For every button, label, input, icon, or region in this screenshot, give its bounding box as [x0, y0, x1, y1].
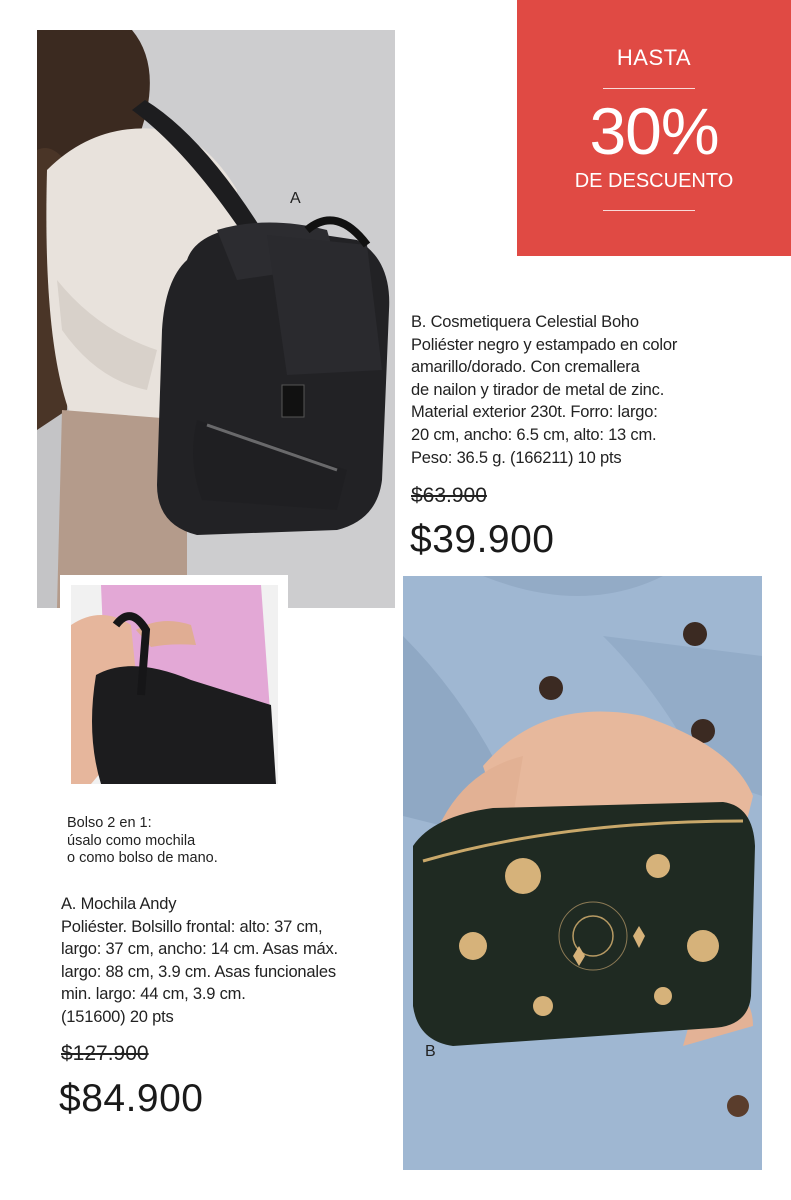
- handbag-inset-photo: [60, 575, 288, 791]
- discount-badge: [517, 0, 791, 256]
- product-a-description: [61, 893, 338, 1029]
- discount-badge-top: HASTA: [616, 45, 692, 70]
- product-a-line: largo: 88 cm, 3.9 cm. Asas funcionales: [61, 962, 336, 981]
- caption-line: úsalo como mochila: [67, 832, 196, 849]
- product-a-old-price: $127.900: [61, 1042, 149, 1065]
- product-b-marker: B: [425, 1043, 436, 1060]
- discount-badge-rule-top: [603, 88, 695, 89]
- product-b-old-price: $63.900: [411, 484, 487, 507]
- product-b-line: 20 cm, ancho: 6.5 cm, alto: 13 cm.: [411, 425, 657, 444]
- product-b-description: [411, 311, 677, 469]
- discount-badge-rule-bottom: [603, 210, 695, 211]
- product-b-title: B. Cosmetiquera Celestial Boho: [411, 313, 639, 331]
- caption-line: Bolso 2 en 1:: [67, 815, 152, 831]
- product-a-line: min. largo: 44 cm, 3.9 cm.: [61, 985, 246, 1004]
- product-a-line: Poliéster. Bolsillo frontal: alto: 37 cm,: [61, 917, 323, 936]
- discount-badge-bottom: DE DESCUENTO: [574, 170, 734, 192]
- product-a-new-price: $84.900: [59, 1077, 204, 1120]
- product-a-line: largo: 37 cm, ancho: 14 cm. Asas máx.: [61, 940, 338, 959]
- product-b-line: Poliéster negro y estampado en color: [411, 335, 678, 354]
- product-a-caption: [67, 815, 218, 868]
- product-a-marker: A: [290, 190, 301, 207]
- discount-percent: 30%: [589, 94, 719, 168]
- product-b-line: Material exterior 230t. Forro: largo:: [411, 403, 658, 422]
- caption-line: o como bolso de mano.: [67, 850, 218, 866]
- product-b-line: amarillo/dorado. Con cremallera: [411, 358, 640, 377]
- product-b-line: Peso: 36.5 g. (166211) 10 pts: [411, 448, 622, 467]
- product-a-line: (151600) 20 pts: [61, 1007, 174, 1026]
- backpack-photo: [37, 30, 395, 608]
- product-b-line: de nailon y tirador de metal de zinc.: [411, 380, 665, 399]
- product-a-title: A. Mochila Andy: [61, 895, 177, 913]
- cosmetic-bag-photo: [403, 576, 762, 1170]
- product-b-new-price: $39.900: [410, 518, 555, 561]
